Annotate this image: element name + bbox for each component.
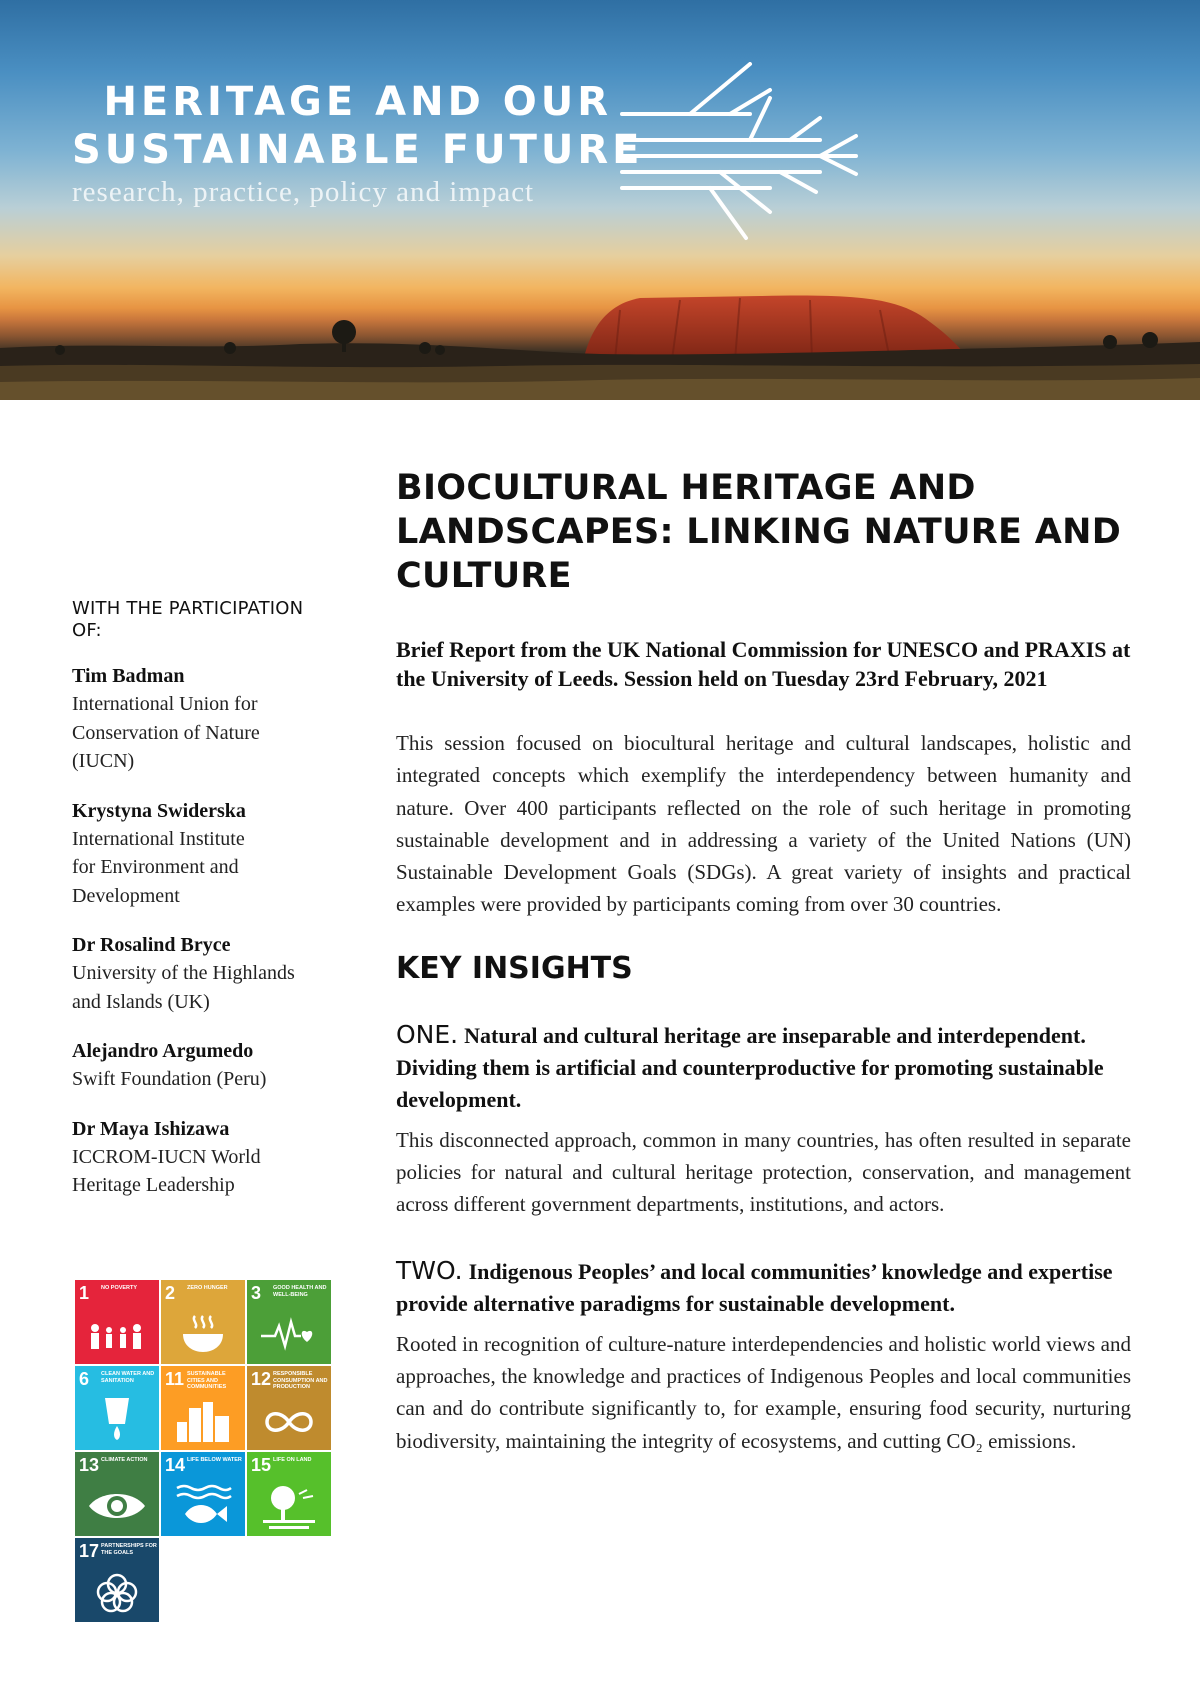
participant-org-line: Conservation of Nature [72,721,260,744]
sdg-tile-11 [161,1366,245,1450]
sdg-tile-3 [247,1280,331,1364]
participant-entry [72,1115,332,1200]
banner-title-line-1: HERITAGE AND OUR [103,79,612,125]
sdg-number: 13 [79,1455,100,1475]
participant-org-line: Heritage Leadership [72,1174,235,1196]
report-brief: Brief Report from the UK National Commission for UNESCO and PRAXIS at the University of Leeds. Session held on Tuesday 23rd February, 2021 [396,637,1131,691]
participants-sidebar [72,598,332,1221]
city-icon [173,1394,233,1444]
report-title-line: BIOCULTURAL HERITAGE AND [396,468,976,508]
sdg-number: 3 [251,1283,262,1303]
sdg-number: 1 [79,1283,90,1303]
sdg-number: 14 [165,1455,186,1475]
intro-paragraph: This session focused on biocultural heritage and cultural landscapes, holistic and integrated concepts which exemplify the interdependency between humanity and nature. Over 400 participants reflected on the role of such heritage in promoting sustainable development and in addressing a variety of the United Nations (UN) Sustainable Development Goals (SDGs). A great variety of insights and practical examples were provided by participants coming from over 30 countries. [396,731,1131,917]
flower-rings-icon [87,1566,147,1616]
sdg-number: 2 [165,1283,176,1303]
report-title [396,466,1131,598]
sdg-tile-17 [75,1538,159,1622]
banner-title [72,78,644,174]
participant-org-line: International Institute [72,827,245,850]
sdg-number: 6 [79,1369,90,1389]
infinity-icon [259,1394,319,1444]
sdg-label: CLEAN WATER AND SANITATION [101,1371,155,1384]
sdg-label: SUSTAINABLE CITIES AND COMMUNITIES [187,1371,227,1390]
people-icon [87,1308,147,1358]
bowl-icon [173,1308,233,1358]
insight-heading-text: Natural and cultural heritage are inseparable and interdependent. Dividing them is artificial and counterproductive for promoting sustainable development. [396,1022,1104,1112]
insight-number: ONE. [396,1019,459,1049]
participant-org-line: Development [72,884,180,907]
sdg-label: GOOD HEALTH AND WELL-BEING [273,1285,327,1298]
participant-entry [72,662,332,776]
participant-org-line: University of the Highlands [72,962,295,984]
insight-heading [396,1255,1131,1320]
insight-body: This disconnected approach, common in many countries, has often resulted in separate policies for natural and cultural heritage protection, conservation, and management across different government departments, institutions, and actors. [396,1127,1131,1217]
sdg-tile-15 [247,1452,331,1536]
heartbeat-icon [259,1308,319,1358]
participant-name: Alejandro Argumedo [72,1040,254,1062]
sdg-tile-6 [75,1366,159,1450]
fish-icon [173,1480,233,1530]
sdg-label: NO POVERTY [101,1285,138,1291]
sdg-label: RESPONSIBLE CONSUMPTION AND PRODUCTION [273,1371,328,1390]
branching-tree-logo-icon [620,62,860,242]
key-insights-heading: KEY INSIGHTS [396,950,633,986]
sdg-label: LIFE ON LAND [273,1457,312,1463]
participant-entry [72,797,332,911]
participant-name: Dr Maya Ishizawa [72,1117,230,1140]
insight-two [396,1255,1131,1457]
sdg-tile-12 [247,1366,331,1450]
sdg-tile-1 [75,1280,159,1364]
participant-name: Krystyna Swiderska [72,799,246,822]
sdg-number: 12 [251,1369,272,1389]
uluru-landscape-illustration [0,270,1200,400]
insight-body: Rooted in recognition of culture-nature interdependencies and holistic world views and approaches, the knowledge and practices of Indigenous Peoples and local communities can and do contribute significantly to, for example, ensuring food security, nurturing biodiversity, maintaining the integrity of ecosystems, and cutting CO₂ emissions. [396,1331,1131,1453]
sdg-number: 15 [251,1455,272,1475]
sdg-label: CLIMATE ACTION [101,1457,148,1463]
participant-entry [72,1037,332,1094]
sdg-tile-13 [75,1452,159,1536]
report-title-line: LANDSCAPES: LINKING NATURE AND [396,512,1122,552]
sdg-number: 17 [79,1541,100,1561]
sdg-tile-14 [161,1452,245,1536]
insight-heading [396,1019,1131,1116]
participant-org-line: (IUCN) [72,750,135,772]
header-banner [0,0,1200,400]
insight-heading-text: Indigenous Peoples’ and local communities’ knowledge and expertise provide alternative paradigms for sustainable development. [396,1258,1113,1316]
sdg-tile-2 [161,1280,245,1364]
tree-icon [259,1480,319,1530]
eye-globe-icon [87,1480,147,1530]
participant-org-line: for Environment and [72,856,239,878]
report-main-column [396,466,1131,1457]
sdg-label: ZERO HUNGER [187,1285,228,1291]
banner-subtitle: research, practice, policy and impact [72,176,535,208]
participant-org-line: International Union for [72,693,258,715]
participation-heading: WITH THE PARTICIPATION OF: [72,598,304,641]
banner-title-line-2: SUSTAINABLE FUTURE [72,127,644,173]
sdg-label: LIFE BELOW WATER [187,1457,242,1463]
participant-name: Tim Badman [72,665,185,687]
sdg-tile-grid [75,1280,333,1620]
sdg-number: 11 [165,1369,185,1389]
insight-number: TWO. [396,1255,463,1285]
participant-org-line: Swift Foundation (Peru) [72,1068,267,1090]
insight-one [396,1019,1131,1221]
sdg-label: PARTNERSHIPS FOR THE GOALS [101,1543,157,1556]
report-title-line: CULTURE [396,556,572,596]
participant-entry [72,931,332,1016]
participant-org-line: and Islands (UK) [72,990,210,1013]
participant-org-line: ICCROM-IUCN World [72,1145,261,1168]
participant-name: Dr Rosalind Bryce [72,934,231,956]
water-drop-icon [87,1394,147,1444]
